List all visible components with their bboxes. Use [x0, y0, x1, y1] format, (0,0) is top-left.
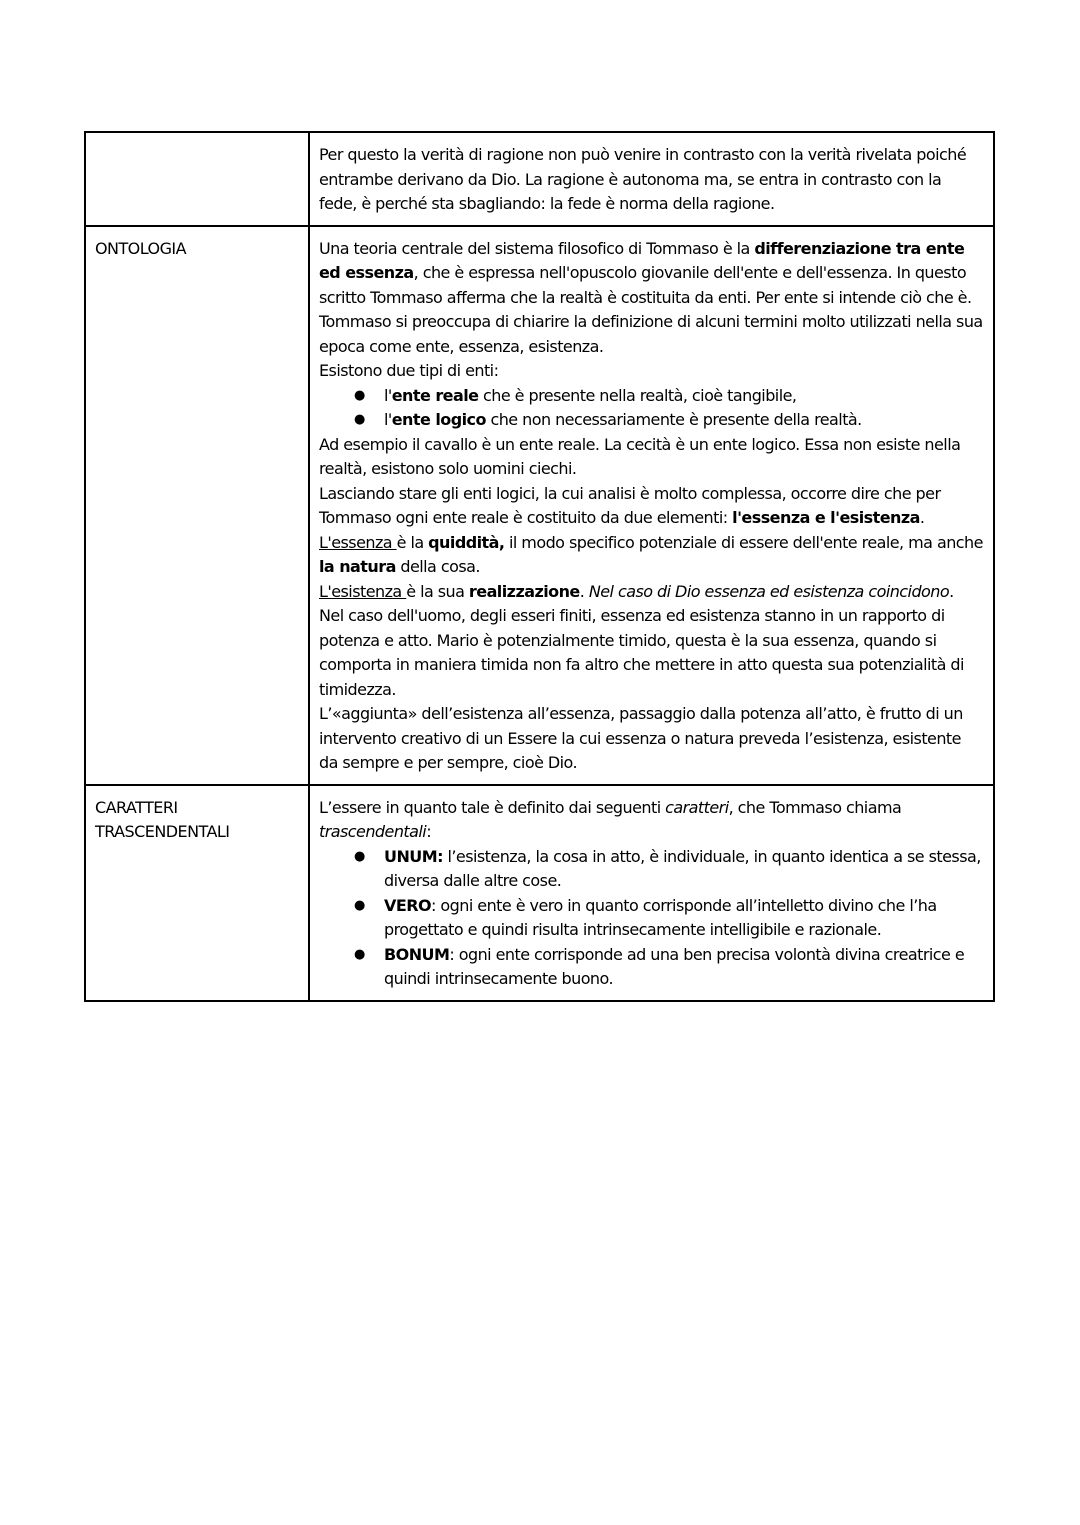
row-body-trascendentali: [309, 785, 994, 1001]
bullet-list: [319, 845, 983, 992]
paragraph: Esistono due tipi di enti:: [319, 361, 499, 380]
list-item: ● UNUM: l’esistenza, la cosa in atto, è individuale, in quanto identica a se stessa, diversa dalle altre cose.: [384, 845, 983, 894]
paragraph: L'esistenza è la sua realizzazione. Nel caso di Dio essenza ed esistenza coincidono.: [319, 581, 954, 601]
list-item: ● l'ente logico che non necessariamente è presente della realtà.: [384, 408, 983, 433]
label-text: TRASCENDENTALI: [95, 822, 230, 841]
row-body-ragione-fede: [309, 132, 994, 226]
paragraph: Nel caso dell'uomo, degli esseri finiti, essenza ed esistenza stanno in un rapporto di potenza e atto. Mario è potenzialmente timido, questa è la sua essenza, quando si comporta in maniera timida non fa altro che mettere in atto questa sua potenzialità di timidezza.: [319, 606, 964, 699]
paragraph: Una teoria centrale del sistema filosofico di Tommaso è la differenziazione tra ente ed essenza, che è espressa nell'opuscolo giovanile dell'ente e dell'essenza. In questo scritto Tommaso afferma che la realtà è costituita da enti. Per ente si intende ciò che è. Tommaso si preoccupa di chiarire la definizione di alcuni termini molto utilizzati nella sua epoca come ente, essenza, esistenza.: [319, 238, 983, 356]
list-item: ● l'ente reale che è presente nella realtà, cioè tangibile,: [384, 384, 983, 409]
paragraph: L’essere in quanto tale è definito dai seguenti caratteri, che Tommaso chiama trascendentali:: [319, 797, 902, 841]
paragraph: L’«aggiunta» dell’esistenza all’essenza, passaggio dalla potenza all’atto, è frutto di un intervento creativo di un Essere la cui essenza o natura preveda l’esistenza, esistente da sempre e per sempre, cioè Dio.: [319, 704, 963, 772]
label-text: ONTOLOGIA: [95, 238, 186, 258]
paragraph: L'essenza è la quiddità, il modo specifico potenziale di essere dell'ente reale, ma anche la natura della cosa.: [319, 532, 983, 576]
paragraph: Ad esempio il cavallo è un ente reale. La cecità è un ente logico. Essa non esiste nella realtà, esistono solo uomini ciechi.: [319, 434, 961, 478]
table-row: [85, 785, 994, 1001]
list-item: ● VERO: ogni ente è vero in quanto corrisponde all’intelletto divino che l’ha progettato e quindi risulta intrinsecamente intelligibile e razionale.: [384, 894, 983, 943]
row-label-ontologia: [85, 226, 309, 785]
table-row: [85, 226, 994, 785]
table-row: [85, 132, 994, 226]
paragraph: Per questo la verità di ragione non può venire in contrasto con la verità rivelata poiché entrambe derivano da Dio. La ragione è autonoma ma, se entra in contrasto con la fede, è perché sta sbagliando: la fede è norma della ragione.: [319, 145, 967, 213]
row-body-ontologia: [309, 226, 994, 785]
row-label-caratteri-trascendentali: [85, 785, 309, 1001]
label-text: CARATTERI: [95, 797, 178, 817]
bullet-list: [319, 384, 983, 433]
list-item: ● BONUM: ogni ente corrisponde ad una ben precisa volontà divina creatrice e quindi intrinsecamente buono.: [384, 943, 983, 992]
row-label-empty: [85, 132, 309, 226]
paragraph: Lasciando stare gli enti logici, la cui analisi è molto complessa, occorre dire che per Tommaso ogni ente reale è costituito da due elementi: l'essenza e l'esistenza.: [319, 483, 941, 527]
notes-table: [84, 131, 995, 1002]
